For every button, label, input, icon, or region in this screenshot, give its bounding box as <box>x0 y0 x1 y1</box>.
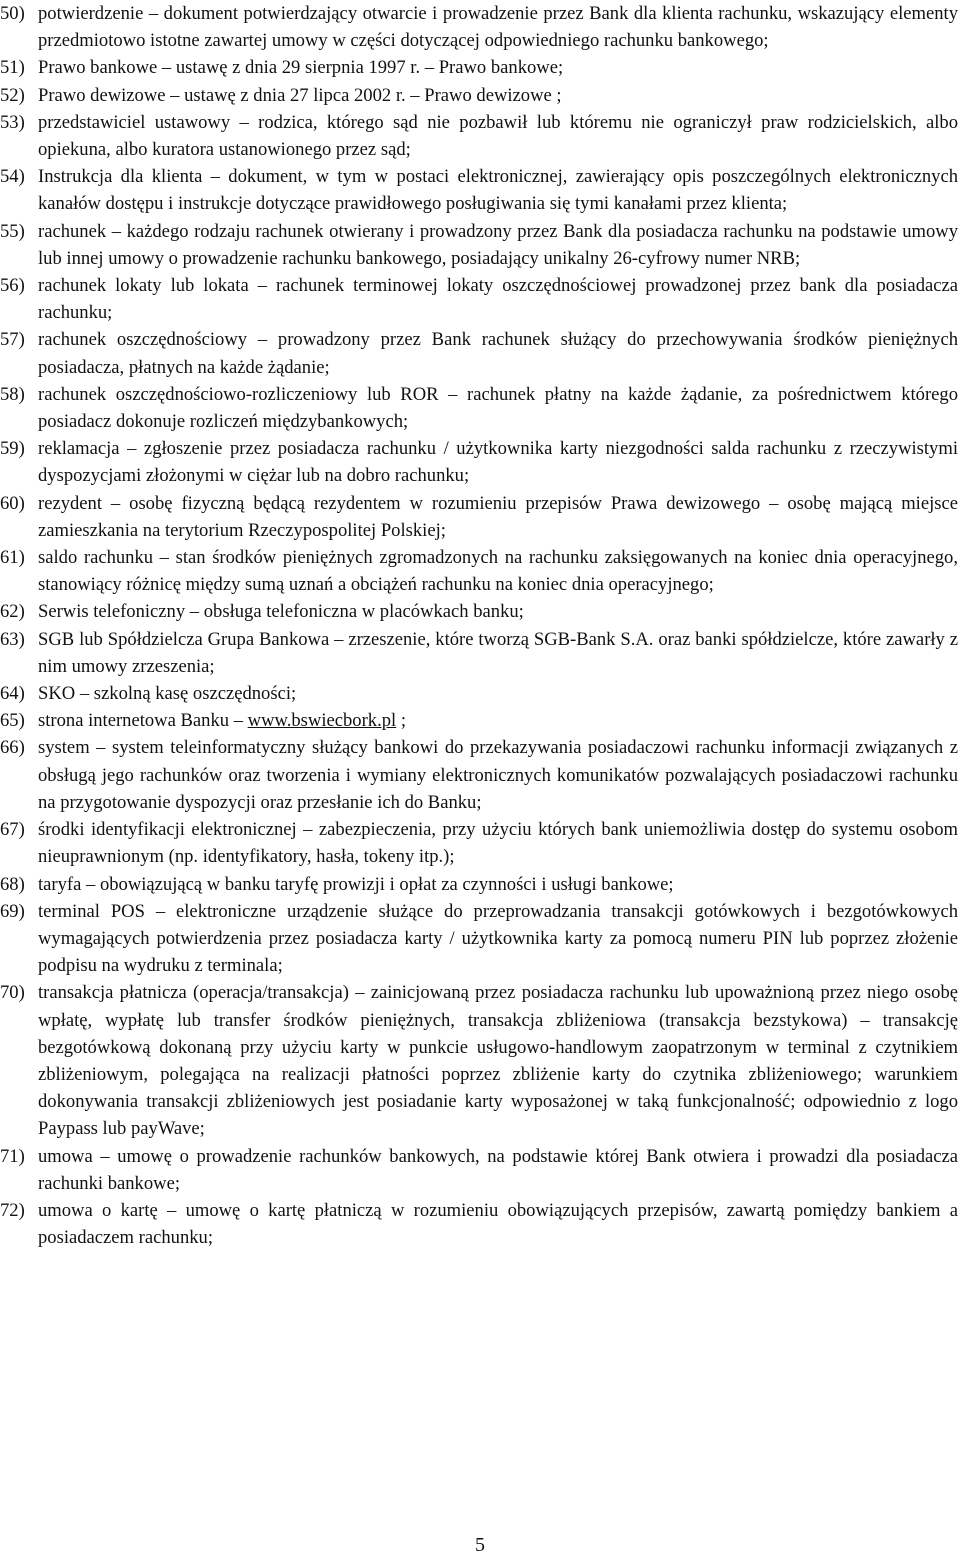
item-number: 59) <box>0 438 25 460</box>
item-number: 60) <box>0 492 25 514</box>
item-number: 64) <box>0 683 25 705</box>
list-item <box>0 272 958 326</box>
item-text: Prawo bankowe – ustawę z dnia 29 sierpnia 1997 r. – Prawo bankowe; <box>38 57 564 79</box>
list-item <box>0 1143 958 1197</box>
item-number: 50) <box>0 3 25 24</box>
item-text: SKO – szkolną kasę oszczędności; <box>38 683 297 705</box>
list-item <box>0 218 958 272</box>
item-number: 71) <box>0 1145 25 1167</box>
item-text: rachunek – każdego rodzaju rachunek otwierany i prowadzony przez Bank dla posiadacza rachunku na podstawie umowy lub innej umowy o prowadzenie rachunku bankowego, posiadający unikalny 26-cyfrowy numer NRB; <box>38 220 958 269</box>
item-number: 69) <box>0 900 25 922</box>
list-item <box>0 898 958 980</box>
item-number: 51) <box>0 57 25 79</box>
item-text: rachunek lokaty lub lokata – rachunek terminowej lokaty oszczędnościowej prowadzonej przez bank dla posiadacza rachunku; <box>38 275 958 324</box>
item-text: reklamacja – zgłoszenie przez posiadacza rachunku / użytkownika karty niezgodności salda rachunku z rzeczywistymi dyspozycjami złożonymi w ciężar lub na dobro rachunku; <box>38 438 958 487</box>
item-text: potwierdzenie – dokument potwierdzający otwarcie i prowadzenie przez Bank dla klienta rachunku, wskazujący elementy przedmiotowo istotne zawartej umowy w części dotyczącej odpowiedniego rachunku bankowego; <box>38 3 958 52</box>
list-item <box>0 163 958 217</box>
item-number: 58) <box>0 383 25 405</box>
item-text: umowa – umowę o prowadzenie rachunków bankowych, na podstawie której Bank otwiera i prowadzi dla posiadacza rachunki bankowe; <box>38 1145 958 1194</box>
item-number: 61) <box>0 547 25 569</box>
item-text: przedstawiciel ustawowy – rodzica, którego sąd nie pozbawił lub któremu nie ograniczył praw rodzicielskich, albo opiekuna, albo kuratora ustanowionego przez sąd; <box>38 111 958 161</box>
item-number: 68) <box>0 873 25 895</box>
page-number: 5 <box>475 1534 485 1556</box>
item-text: Instrukcja dla klienta – dokument, w tym w postaci elektronicznej, zawierający opis poszczególnych elektronicznych kanałów dostępu i instrukcje dotyczące prawidłowego posługiwania się tymi kanałami przez klienta; <box>38 166 958 215</box>
item-number: 66) <box>0 737 25 759</box>
item-text: rachunek oszczędnościowy – prowadzony przez Bank rachunek służący do przechowywania środków pieniężnych posiadacza, płatnych na każde żądanie; <box>38 329 958 378</box>
item-number: 55) <box>0 220 25 242</box>
list-item <box>0 734 958 816</box>
list-item <box>0 435 958 489</box>
item-number: 65) <box>0 710 25 732</box>
list-item <box>0 979 958 1142</box>
item-number: 72) <box>0 1199 25 1221</box>
item-number: 62) <box>0 601 25 623</box>
item-text: środki identyfikacji elektronicznej – zabezpieczenia, przy użyciu których bank uniemożliwia dostęp do systemu osobom nieuprawnionym (np. identyfikatory, hasła, tokeny itp.); <box>38 819 958 868</box>
item-text: Serwis telefoniczny – obsługa telefoniczna w placówkach banku; <box>38 601 524 623</box>
item-text: saldo rachunku – stan środków pieniężnych zgromadzonych na rachunku zaksięgowanych na koniec dnia operacyjnego, stanowiący różnicę między sumą uznań a obciążeń rachunku na koniec dnia operacyjnego; <box>38 547 958 596</box>
list-item <box>0 1197 958 1251</box>
list-item <box>0 490 958 544</box>
item-text: rezydent – osobę fizyczną będącą rezydentem w rozumieniu przepisów Prawa dewizowego – osobę mającą miejsce zamieszkania na terytorium Rzeczypospolitej Polskiej; <box>38 492 958 541</box>
item-number: 56) <box>0 275 25 297</box>
item-text: system – system teleinformatyczny służący bankowi do przekazywania posiadaczowi rachunku informacji związanych z obsługą jego rachunków oraz tworzenia i wymiany elektronicznych komunikatów pozwalających posiadaczowi rachunku na przygotowanie dyspozycji oraz przesłanie ich do Banku; <box>38 737 958 813</box>
item-text: umowa o kartę – umowę o kartę płatniczą w rozumieniu obowiązujących przepisów, zawartą pomiędzy bankiem a posiadaczem rachunku; <box>38 1199 958 1249</box>
item-text: terminal POS – elektroniczne urządzenie służące do przeprowadzania transakcji gotówkowych i bezgotówkowych wymagających potwierdzenia przez posiadacza karty / użytkownika karty za pomocą numeru PIN lub poprzez złożenie podpisu na wydruku z terminala; <box>38 900 958 977</box>
list-item <box>0 816 958 870</box>
item-number: 52) <box>0 84 25 106</box>
item-text-before-link: strona internetowa Banku – <box>38 710 248 732</box>
item-number: 70) <box>0 982 25 1004</box>
item-text: SGB lub Spółdzielcza Grupa Bankowa – zrzeszenie, które tworzą SGB-Bank S.A. oraz banki spółdzielcze, które zawarły z nim umowy zrzeszenia; <box>38 628 958 677</box>
item-text: transakcja płatnicza (operacja/transakcja) – zainicjowaną przez posiadacza rachunku lub upoważnioną przez niego osobę wpłatę, wypłatę lub transfer środków pieniężnych, transakcja zbliżeniowa (transakcja bezstykowa) – transakcję bezgotówkową dokonaną przy użyciu karty w punkcie usługowo-handlowym zaopatrzonym w terminal z czytnikiem zbliżeniowym, polegająca na realizacji płatności poprzez zbliżenie karty do czytnika zbliżeniowego; warunkiem dokonywania transakcji zbliżeniowych jest posiadanie karty wyposażonej w taką funkcjonalność; odpowiednio z logo Paypass lub payWave; <box>38 982 958 1140</box>
list-item <box>0 871 958 898</box>
item-text <box>38 707 958 734</box>
item-text: Prawo dewizowe – ustawę z dnia 27 lipca 2002 r. – Prawo dewizowe ; <box>38 84 562 106</box>
item-text: taryfa – obowiązującą w banku taryfę prowizji i opłat za czynności i usługi bankowe; <box>38 873 674 895</box>
list-item <box>0 109 958 163</box>
list-item <box>0 707 958 734</box>
list-item <box>0 82 958 109</box>
list-item <box>0 544 958 598</box>
item-number: 54) <box>0 166 25 188</box>
item-number: 53) <box>0 111 25 133</box>
item-number: 67) <box>0 819 25 841</box>
list-item <box>0 326 958 380</box>
bank-website-link[interactable]: www.bswiecbork.pl <box>247 710 397 732</box>
list-item <box>0 680 958 707</box>
list-item <box>0 598 958 625</box>
list-item <box>0 626 958 680</box>
item-number: 57) <box>0 329 25 351</box>
item-text-after-link: ; <box>396 710 407 732</box>
list-item <box>0 54 958 81</box>
item-number: 63) <box>0 628 25 650</box>
item-text: rachunek oszczędnościowo-rozliczeniowy lub ROR – rachunek płatny na każde żądanie, za pośrednictwem którego posiadacz dokonuje rozliczeń międzybankowych; <box>38 383 958 433</box>
list-item <box>0 381 958 435</box>
list-item <box>0 0 958 54</box>
